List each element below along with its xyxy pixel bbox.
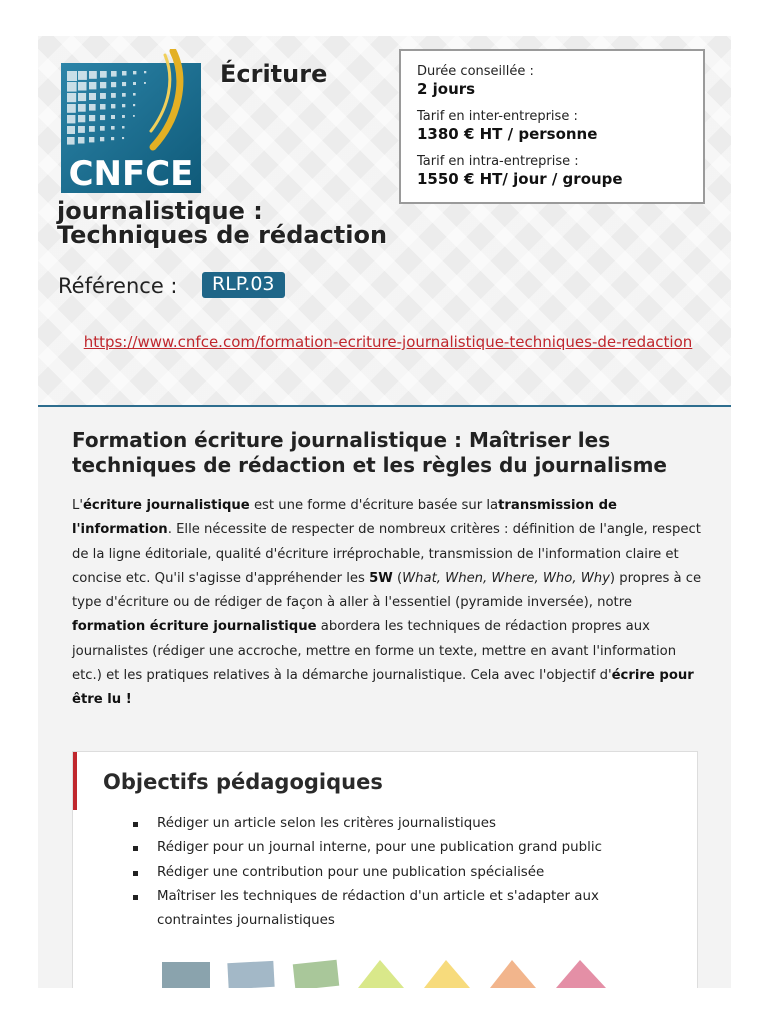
decor-shape-1 <box>162 962 210 988</box>
objectives-box <box>72 751 698 988</box>
decor-shape-6 <box>490 960 536 988</box>
course-title-line2: journalistique : <box>57 197 263 225</box>
intro-bold: transmission de l'information <box>72 498 617 538</box>
decor-shape-4 <box>358 960 404 988</box>
intro-bold: écriture journalistique <box>82 498 250 513</box>
intro-paragraph <box>72 494 702 713</box>
inter-price-value: 1380 € HT / personne <box>417 125 598 143</box>
decor-shape-7 <box>556 960 606 988</box>
intro-text: . Elle nécessite de respecter de nombreux critères : définition de l'angle, respect de la ligne éditoriale, qualité d'écriture irréprochable, transmission de l'information claire et concise etc. Qu'il s'agisse d'appréhender les <box>72 522 701 586</box>
course-url-link[interactable]: https://www.cnfce.com/formation-ecriture-journalistique-techniques-de-redaction <box>83 333 693 351</box>
decorative-shapes <box>158 958 608 988</box>
intro-italic: What, When, Where, Who, Why <box>402 570 610 586</box>
objective-item: Maîtriser les techniques de rédaction d'un article et s'adapter aux contraintes journalistiques <box>133 885 653 934</box>
course-page <box>38 36 731 988</box>
course-title-rest <box>57 199 437 247</box>
objectives-accent-bar <box>73 752 77 810</box>
header-banner <box>38 36 731 407</box>
objective-item: Rédiger pour un journal interne, pour une publication grand public <box>133 836 653 860</box>
intro-text: L' <box>72 498 83 513</box>
objectives-list <box>133 812 653 933</box>
duration-value: 2 jours <box>417 80 476 98</box>
duration-label: Durée conseillée : <box>417 64 534 79</box>
objective-item: Rédiger une contribution pour une publication spécialisée <box>133 861 653 885</box>
intra-price-label: Tarif en intra-entreprise : <box>417 154 579 169</box>
decor-shape-5 <box>424 960 470 988</box>
decor-shape-2 <box>227 961 274 988</box>
reference-badge: RLP.03 <box>202 272 285 298</box>
section-heading: Formation écriture journalistique : Maîtriser les techniques de rédaction et les règles du journalisme <box>72 428 667 477</box>
intro-text: ( <box>392 570 403 586</box>
reference-label: Référence : <box>58 274 178 298</box>
objectives-title: Objectifs pédagogiques <box>103 770 383 794</box>
course-title-line1: Écriture <box>220 60 328 88</box>
pricing-info-box <box>399 49 705 204</box>
intro-bold: écrire pour être lu ! <box>72 668 694 708</box>
decor-shape-3 <box>293 960 339 988</box>
intro-text: ) propres à ce type d'écriture ou de rédiger de façon à aller à l'essentiel (pyramide inversée), notre <box>72 570 702 611</box>
intra-price-value: 1550 € HT/ jour / groupe <box>417 170 623 188</box>
course-title-line3: Techniques de rédaction <box>57 221 388 249</box>
inter-price-label: Tarif en inter-entreprise : <box>417 109 578 124</box>
intro-text: abordera les techniques de rédaction propres aux journalistes (rédiger une accroche, mettre en forme un texte, mettre en avant l'information etc.) et les pratiques relatives à la démarche journalistique. Cela avec l'objectif d' <box>72 619 677 684</box>
svg-text:CNFCE: CNFCE <box>68 154 194 194</box>
intro-bold: 5W <box>369 570 393 586</box>
objective-item: Rédiger un article selon les critères journalistiques <box>133 812 653 836</box>
intro-bold: formation écriture journalistique <box>72 619 317 635</box>
cnfce-logo <box>61 49 203 195</box>
intro-text: est une forme d'écriture basée sur la <box>249 498 499 513</box>
